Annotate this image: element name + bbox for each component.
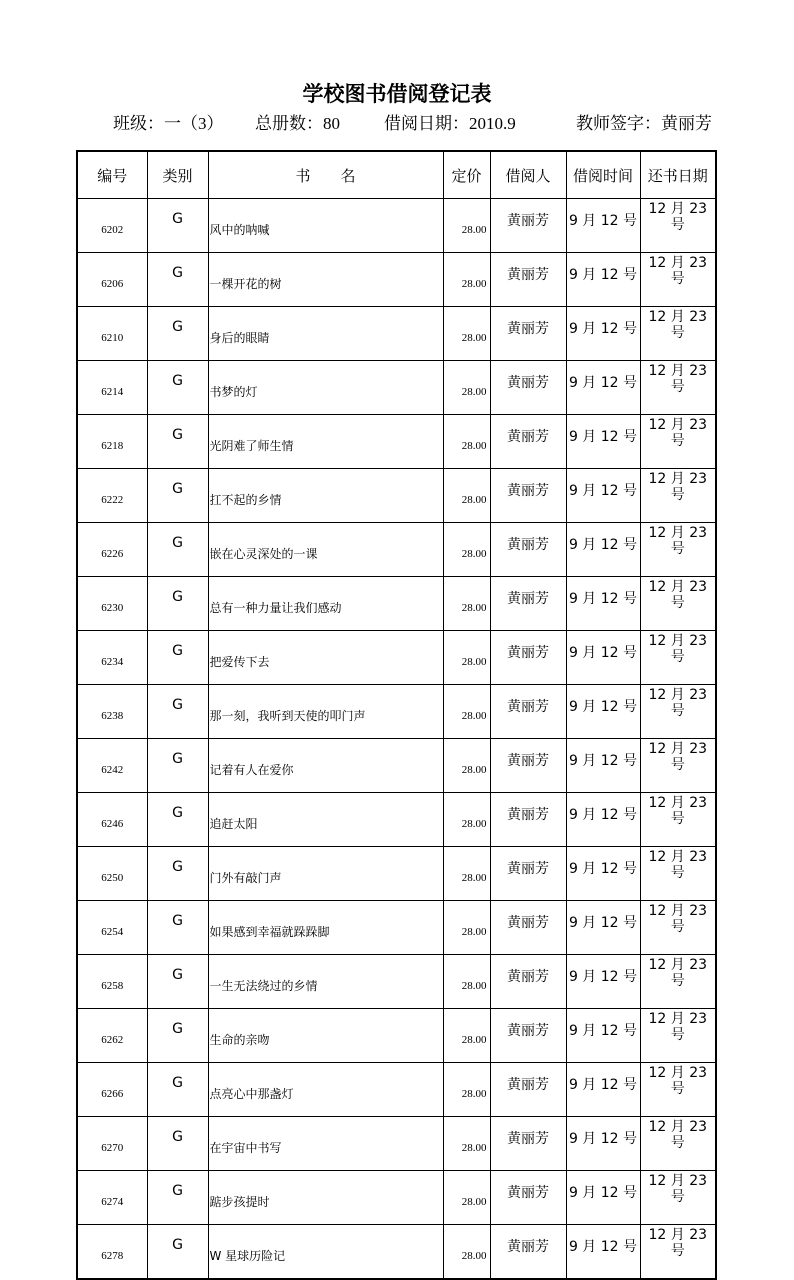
total-label: 总册数： <box>255 114 323 134</box>
header-row <box>77 151 716 199</box>
borrower: 黄丽芳 <box>490 1171 566 1225</box>
return-date-line1: 12 月 23 <box>648 741 708 757</box>
return-date-line2: 号 <box>670 811 685 827</box>
category: G <box>147 1225 208 1280</box>
table-row <box>77 361 716 415</box>
return-date-line1: 12 月 23 <box>648 1173 708 1189</box>
borrow-date: 9 月 12 号 <box>566 307 640 361</box>
return-date-line1: 12 月 23 <box>648 309 708 325</box>
borrower: 黄丽芳 <box>490 955 566 1009</box>
book-name: 书梦的灯 <box>208 361 443 415</box>
return-date-line1: 12 月 23 <box>648 903 708 919</box>
book-name: 光阴难了师生情 <box>208 415 443 469</box>
return-date-line1: 12 月 23 <box>648 417 708 433</box>
book-id: 6218 <box>77 415 147 469</box>
book-name: 踮步孩提时 <box>208 1171 443 1225</box>
return-date-line1: 12 月 23 <box>648 1227 708 1243</box>
borrower: 黄丽芳 <box>490 577 566 631</box>
book-id: 6266 <box>77 1063 147 1117</box>
category: G <box>147 577 208 631</box>
borrow-date: 9 月 12 号 <box>566 739 640 793</box>
book-id: 6262 <box>77 1009 147 1063</box>
category: G <box>147 1063 208 1117</box>
borrow-date: 9 月 12 号 <box>566 1117 640 1171</box>
return-date <box>640 253 716 307</box>
borrower: 黄丽芳 <box>490 901 566 955</box>
return-date <box>640 901 716 955</box>
category: G <box>147 1117 208 1171</box>
borrower: 黄丽芳 <box>490 631 566 685</box>
return-date <box>640 577 716 631</box>
category: G <box>147 415 208 469</box>
book-id: 6274 <box>77 1171 147 1225</box>
category: G <box>147 1009 208 1063</box>
book-id: 6226 <box>77 523 147 577</box>
page-title: 学校图书借阅登记表 <box>302 82 492 106</box>
category: G <box>147 739 208 793</box>
return-date <box>640 307 716 361</box>
header-id: 编号 <box>77 151 147 199</box>
total-value: 80 <box>323 114 340 133</box>
return-date-line2: 号 <box>670 973 685 989</box>
borrow-date: 9 月 12 号 <box>566 253 640 307</box>
book-name: 一棵开花的树 <box>208 253 443 307</box>
table-row <box>77 1117 716 1171</box>
book-id: 6238 <box>77 685 147 739</box>
borrow-register-table <box>76 150 717 1280</box>
book-id: 6206 <box>77 253 147 307</box>
table-row <box>77 685 716 739</box>
table-row <box>77 307 716 361</box>
borrow-date: 9 月 12 号 <box>566 1009 640 1063</box>
price: 28.00 <box>443 415 490 469</box>
borrow-date: 9 月 12 号 <box>566 415 640 469</box>
book-name: 嵌在心灵深处的一课 <box>208 523 443 577</box>
header-borrow-date: 借阅时间 <box>566 151 640 199</box>
book-id: 6254 <box>77 901 147 955</box>
return-date-line2: 号 <box>670 379 685 395</box>
return-date-line2: 号 <box>670 271 685 287</box>
borrower: 黄丽芳 <box>490 523 566 577</box>
borrow-date: 9 月 12 号 <box>566 631 640 685</box>
table-row <box>77 901 716 955</box>
book-id: 6234 <box>77 631 147 685</box>
return-date-line2: 号 <box>670 865 685 881</box>
book-name: 扛不起的乡情 <box>208 469 443 523</box>
price: 28.00 <box>443 631 490 685</box>
return-date <box>640 847 716 901</box>
table-body <box>77 199 716 1280</box>
return-date-line2: 号 <box>670 1027 685 1043</box>
book-id: 6242 <box>77 739 147 793</box>
book-name: 总有一种力量让我们感动 <box>208 577 443 631</box>
book-id: 6222 <box>77 469 147 523</box>
header-return-date: 还书日期 <box>640 151 716 199</box>
book-name: 追赶太阳 <box>208 793 443 847</box>
return-date-line1: 12 月 23 <box>648 471 708 487</box>
borrower: 黄丽芳 <box>490 253 566 307</box>
borrow-date: 9 月 12 号 <box>566 901 640 955</box>
category: G <box>147 685 208 739</box>
category: G <box>147 253 208 307</box>
category: G <box>147 469 208 523</box>
price: 28.00 <box>443 361 490 415</box>
class-label-end: ） <box>206 114 224 134</box>
price: 28.00 <box>443 1117 490 1171</box>
return-date-line2: 号 <box>670 1135 685 1151</box>
header-price: 定价 <box>443 151 490 199</box>
price: 28.00 <box>443 793 490 847</box>
return-date-line1: 12 月 23 <box>648 363 708 379</box>
return-date <box>640 469 716 523</box>
borrow-date: 9 月 12 号 <box>566 955 640 1009</box>
teacher-signature: 教师签字：黄丽芳 <box>576 114 712 134</box>
header-borrower: 借阅人 <box>490 151 566 199</box>
return-date-line1: 12 月 23 <box>648 1065 708 1081</box>
borrow-date: 9 月 12 号 <box>566 469 640 523</box>
return-date-line1: 12 月 23 <box>648 633 708 649</box>
borrow-date: 9 月 12 号 <box>566 523 640 577</box>
table-row <box>77 577 716 631</box>
return-date <box>640 631 716 685</box>
book-id: 6202 <box>77 199 147 253</box>
book-id: 6230 <box>77 577 147 631</box>
table-row <box>77 253 716 307</box>
borrow-date: 9 月 12 号 <box>566 199 640 253</box>
borrower: 黄丽芳 <box>490 847 566 901</box>
return-date <box>640 1171 716 1225</box>
class-label: 班级：一（ <box>113 114 198 134</box>
return-date-line2: 号 <box>670 703 685 719</box>
borrow-date: 9 月 12 号 <box>566 361 640 415</box>
class-number: 3 <box>198 114 207 133</box>
return-date <box>640 1117 716 1171</box>
header-book-name: 书 名 <box>208 151 443 199</box>
return-date <box>640 955 716 1009</box>
return-date <box>640 793 716 847</box>
price: 28.00 <box>443 523 490 577</box>
return-date-line1: 12 月 23 <box>648 1011 708 1027</box>
category: G <box>147 523 208 577</box>
table-row <box>77 1063 716 1117</box>
borrow-date: 9 月 12 号 <box>566 577 640 631</box>
return-date-line2: 号 <box>670 541 685 557</box>
borrower: 黄丽芳 <box>490 685 566 739</box>
book-name: 点亮心中那盏灯 <box>208 1063 443 1117</box>
book-id: 6278 <box>77 1225 147 1280</box>
return-date-line2: 号 <box>670 1081 685 1097</box>
return-date-line2: 号 <box>670 1189 685 1205</box>
book-id: 6210 <box>77 307 147 361</box>
table-row <box>77 469 716 523</box>
return-date-line1: 12 月 23 <box>648 201 708 217</box>
return-date-line1: 12 月 23 <box>648 579 708 595</box>
return-date-line1: 12 月 23 <box>648 1119 708 1135</box>
borrow-date: 9 月 12 号 <box>566 1171 640 1225</box>
book-name: 如果感到幸福就跺跺脚 <box>208 901 443 955</box>
price: 28.00 <box>443 901 490 955</box>
borrower: 黄丽芳 <box>490 469 566 523</box>
price: 28.00 <box>443 1171 490 1225</box>
category: G <box>147 1171 208 1225</box>
book-name: W 星球历险记 <box>208 1225 443 1280</box>
return-date-line2: 号 <box>670 649 685 665</box>
date-info <box>384 109 516 134</box>
book-name: 风中的呐喊 <box>208 199 443 253</box>
book-name: 在宇宙中书写 <box>208 1117 443 1171</box>
price: 28.00 <box>443 199 490 253</box>
borrower: 黄丽芳 <box>490 307 566 361</box>
table-row <box>77 847 716 901</box>
category: G <box>147 793 208 847</box>
price: 28.00 <box>443 469 490 523</box>
table-row <box>77 1171 716 1225</box>
book-id: 6270 <box>77 1117 147 1171</box>
book-name: 门外有敲门声 <box>208 847 443 901</box>
return-date <box>640 1009 716 1063</box>
date-value: 2010.9 <box>469 114 516 133</box>
price: 28.00 <box>443 1063 490 1117</box>
book-id: 6250 <box>77 847 147 901</box>
borrower: 黄丽芳 <box>490 1225 566 1280</box>
return-date-line1: 12 月 23 <box>648 849 708 865</box>
class-info <box>113 109 224 134</box>
return-date <box>640 1063 716 1117</box>
price: 28.00 <box>443 955 490 1009</box>
header-category: 类别 <box>147 151 208 199</box>
book-id: 6258 <box>77 955 147 1009</box>
borrower: 黄丽芳 <box>490 739 566 793</box>
table-row <box>77 955 716 1009</box>
table-row <box>77 1009 716 1063</box>
return-date <box>640 523 716 577</box>
category: G <box>147 199 208 253</box>
category: G <box>147 955 208 1009</box>
return-date-line2: 号 <box>670 1243 685 1259</box>
total-info <box>255 109 340 134</box>
date-label: 借阅日期： <box>384 114 469 134</box>
price: 28.00 <box>443 739 490 793</box>
table-row <box>77 631 716 685</box>
borrower: 黄丽芳 <box>490 361 566 415</box>
category: G <box>147 307 208 361</box>
book-name: 那一刻，我听到天使的叩门声 <box>208 685 443 739</box>
table-row <box>77 523 716 577</box>
borrower: 黄丽芳 <box>490 1063 566 1117</box>
price: 28.00 <box>443 253 490 307</box>
return-date-line1: 12 月 23 <box>648 525 708 541</box>
return-date-line2: 号 <box>670 433 685 449</box>
table-row <box>77 739 716 793</box>
book-name: 把爱传下去 <box>208 631 443 685</box>
return-date <box>640 685 716 739</box>
category: G <box>147 847 208 901</box>
borrower: 黄丽芳 <box>490 199 566 253</box>
return-date <box>640 361 716 415</box>
book-name: 一生无法绕过的乡情 <box>208 955 443 1009</box>
category: G <box>147 901 208 955</box>
price: 28.00 <box>443 1225 490 1280</box>
table-row <box>77 1225 716 1280</box>
price: 28.00 <box>443 307 490 361</box>
return-date-line2: 号 <box>670 595 685 611</box>
return-date <box>640 739 716 793</box>
return-date-line2: 号 <box>670 919 685 935</box>
borrower: 黄丽芳 <box>490 1117 566 1171</box>
return-date-line2: 号 <box>670 487 685 503</box>
book-id: 6246 <box>77 793 147 847</box>
return-date <box>640 415 716 469</box>
borrower: 黄丽芳 <box>490 415 566 469</box>
borrow-date: 9 月 12 号 <box>566 847 640 901</box>
borrow-date: 9 月 12 号 <box>566 793 640 847</box>
borrower: 黄丽芳 <box>490 1009 566 1063</box>
book-id: 6214 <box>77 361 147 415</box>
price: 28.00 <box>443 1009 490 1063</box>
table-row <box>77 199 716 253</box>
category: G <box>147 361 208 415</box>
price: 28.00 <box>443 685 490 739</box>
return-date-line1: 12 月 23 <box>648 795 708 811</box>
book-name: 身后的眼睛 <box>208 307 443 361</box>
price: 28.00 <box>443 847 490 901</box>
borrow-date: 9 月 12 号 <box>566 685 640 739</box>
price: 28.00 <box>443 577 490 631</box>
book-name: 生命的亲吻 <box>208 1009 443 1063</box>
return-date-line2: 号 <box>670 757 685 773</box>
return-date <box>640 1225 716 1280</box>
return-date-line1: 12 月 23 <box>648 687 708 703</box>
category: G <box>147 631 208 685</box>
return-date <box>640 199 716 253</box>
return-date-line2: 号 <box>670 217 685 233</box>
table-row <box>77 793 716 847</box>
borrow-date: 9 月 12 号 <box>566 1225 640 1280</box>
return-date-line1: 12 月 23 <box>648 957 708 973</box>
borrower: 黄丽芳 <box>490 793 566 847</box>
return-date-line1: 12 月 23 <box>648 255 708 271</box>
borrow-date: 9 月 12 号 <box>566 1063 640 1117</box>
return-date-line2: 号 <box>670 325 685 341</box>
book-name: 记着有人在爱你 <box>208 739 443 793</box>
table-row <box>77 415 716 469</box>
